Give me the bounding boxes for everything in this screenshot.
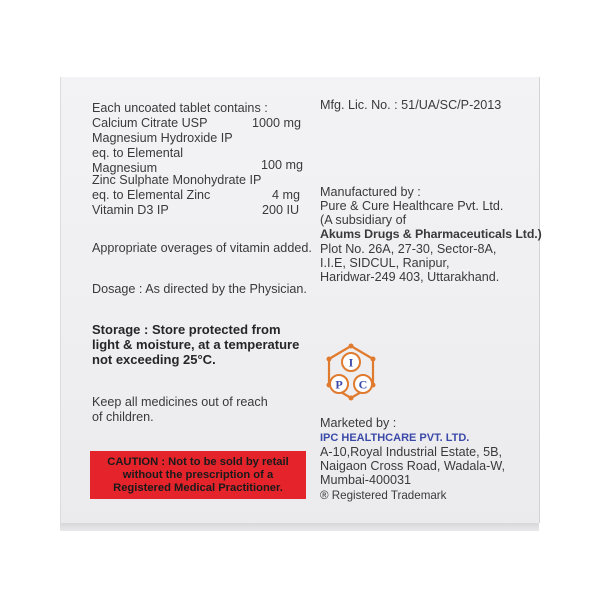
ingredient-name: eq. to Elemental <box>92 146 184 160</box>
box-bottom-edge <box>60 523 539 531</box>
manufacturer-address: Haridwar-249 403, Uttarakhand. <box>320 270 500 284</box>
storage-line: not exceeding 25°C. <box>92 352 216 367</box>
ipc-address: Naigaon Cross Road, Wadala-W, <box>320 459 506 473</box>
storage-line: Storage : Store protected from <box>92 322 281 337</box>
keep-away-line: Keep all medicines out of reach <box>92 395 268 409</box>
logo-node <box>327 357 332 362</box>
logo-node <box>349 396 354 401</box>
ingredient-name: Zinc Sulphate Monohydrate IP <box>92 173 262 187</box>
caution-line: without the prescription of a <box>122 469 274 481</box>
ingredient-name: Calcium Citrate USP <box>92 116 208 130</box>
manufacturer-line: (A subsidiary of <box>320 213 407 227</box>
manufacturer-address: I.I.E, SIDCUL, Ranipur, <box>320 256 450 270</box>
logo-letter: I <box>348 355 354 370</box>
ingredient-amount: 1000 mg <box>252 116 302 130</box>
logo-node <box>371 357 376 362</box>
ipc-logo <box>320 343 382 405</box>
ingredient-name: Magnesium <box>92 161 158 175</box>
dosage-note: Dosage : As directed by the Physician. <box>92 282 307 296</box>
mfg-license: Mfg. Lic. No. : 51/UA/SC/P-2013 <box>320 98 502 112</box>
overages-note: Appropriate overages of vitamin added. <box>92 241 312 255</box>
logo-letter: P <box>335 377 343 392</box>
ingredient-amount: 100 mg <box>261 158 304 172</box>
manufacturer-line: Manufactured by : <box>320 185 421 199</box>
contains-header: Each uncoated tablet contains : <box>92 101 268 115</box>
ingredient-name: Vitamin D3 IP <box>92 203 169 217</box>
logo-node <box>349 344 354 349</box>
ingredient-name: Magnesium Hydroxide IP <box>92 131 233 145</box>
ipc-company-name: IPC HEALTHCARE PVT. LTD. <box>320 432 470 444</box>
ingredient-name: eq. to Elemental Zinc <box>92 188 211 202</box>
marketed-by-label: Marketed by : <box>320 416 397 430</box>
manufacturer-line: Pure & Cure Healthcare Pvt. Ltd. <box>320 199 504 213</box>
caution-line: CAUTION : Not to be sold by retail <box>107 456 289 468</box>
ingredient-amount: 4 mg <box>272 188 300 202</box>
keep-away-line: of children. <box>92 410 154 424</box>
ipc-address: Mumbai-400031 <box>320 473 412 487</box>
manufacturer-address: Plot No. 26A, 27-30, Sector-8A, <box>320 242 497 256</box>
caution-line: Registered Medical Practitioner. <box>113 482 283 494</box>
ingredient-amount: 200 IU <box>262 203 300 217</box>
registered-trademark: ® Registered Trademark <box>320 489 447 502</box>
akums-name: Akums Drugs & Pharmaceuticals Ltd.) <box>320 227 542 241</box>
caution-box <box>90 451 306 499</box>
logo-letter: C <box>358 377 368 392</box>
storage-line: light & moisture, at a temperature <box>92 337 300 352</box>
ipc-address: A-10,Royal Industrial Estate, 5B, <box>320 445 503 459</box>
